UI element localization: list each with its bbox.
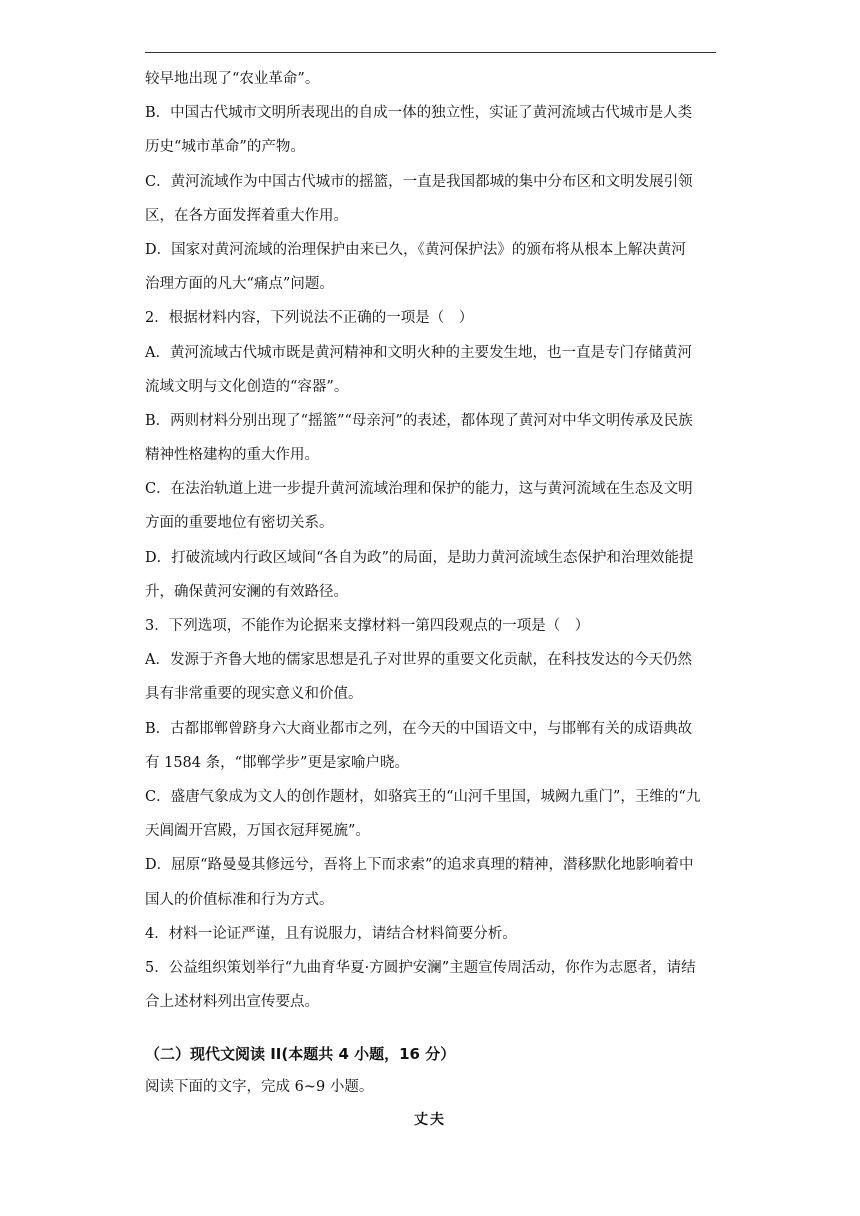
section-heading: （二）现代文阅读 II(本题共 4 小题，16 分） (145, 1045, 456, 1063)
header-rule (145, 52, 716, 53)
text-line: 升，确保黄河安澜的有效路径。 (145, 583, 348, 600)
text-line: 合上述材料列出宣传要点。 (145, 994, 319, 1011)
text-line: A．发源于齐鲁大地的儒家思想是孔子对世界的重要文化贡献，在科技发达的今天仍然 (145, 652, 692, 669)
story-title: 丈夫 (414, 1112, 446, 1128)
text-line: 2．根据材料内容，下列说法不正确的一项是（ ） (145, 310, 474, 327)
text-line: 国人的价值标准和行为方式。 (145, 891, 334, 908)
text-line: C．黄河流域作为中国古代城市的摇篮，一直是我国都城的集中分布区和文明发展引领 (145, 173, 693, 190)
text-line: 流域文明与文化创造的“容器”。 (145, 378, 349, 395)
text-line: 方面的重要地位有密切关系。 (145, 515, 334, 532)
reading-instruction: 阅读下面的文字，完成 6~9 小题。 (145, 1079, 374, 1095)
text-line: 4．材料一论证严谨，且有说服力，请结合材料简要分析。 (145, 925, 517, 942)
text-line: 天阊阖开宫殿，万国衣冠拜冕旒”。 (145, 823, 370, 840)
text-line: D．屈原“路曼曼其修远兮，吾将上下而求索”的追求真理的精神，潜移默化地影响着中 (145, 857, 694, 874)
text-line: D．打破流域内行政区域间“各自为政”的局面，是助力黄河流域生态保护和治理效能提 (145, 549, 694, 566)
text-line: 较早地出现了“农业革命”。 (145, 71, 320, 87)
text-line: 有 1584 条，“邯郸学步”更是家喻户晓。 (145, 754, 409, 771)
text-line: 精神性格建构的重大作用。 (145, 447, 319, 464)
text-line: B．古都邯郸曾跻身六大商业都市之列，在今天的中国语文中，与邯郸有关的成语典故 (145, 720, 693, 737)
text-line: B．中国古代城市文明所表现出的自成一体的独立性，实证了黄河流域古代城市是人类 (145, 105, 693, 122)
text-line: A．黄河流域古代城市既是黄河精神和文明火种的主要发生地，也一直是专门存储黄河 (145, 344, 692, 361)
text-line: 历史“城市革命”的产物。 (145, 139, 305, 156)
text-line: 3．下列选项，不能作为论据来支撑材料一第四段观点的一项是（ ） (145, 618, 590, 634)
text-line: 5．公益组织策划举行“九曲育华夏·方圆护安澜”主题宣传周活动，你作为志愿者，请结 (145, 959, 696, 976)
text-line: 区，在各方面发挥着重大作用。 (145, 207, 348, 224)
text-line: C．在法治轨道上进一步提升黄河流域治理和保护的能力，这与黄河流域在生态及文明 (145, 481, 693, 498)
text-line: B．两则材料分别出现了“摇篮”“母亲河”的表述，都体现了黄河对中华文明传承及民族 (145, 412, 693, 429)
text-line: 具有非常重要的现实意义和价值。 (145, 686, 363, 703)
text-line: D．国家对黄河流域的治理保护由来已久，《黄河保护法》的颁布将从根本上解决黄河 (145, 241, 686, 258)
text-line: C．盛唐气象成为文人的创作题材，如骆宾王的“山河千里国，城阙九重门”，王维的“九 (145, 788, 701, 805)
text-line: 治理方面的凡大“痛点”问题。 (145, 276, 334, 293)
question-text-block (145, 62, 716, 1019)
